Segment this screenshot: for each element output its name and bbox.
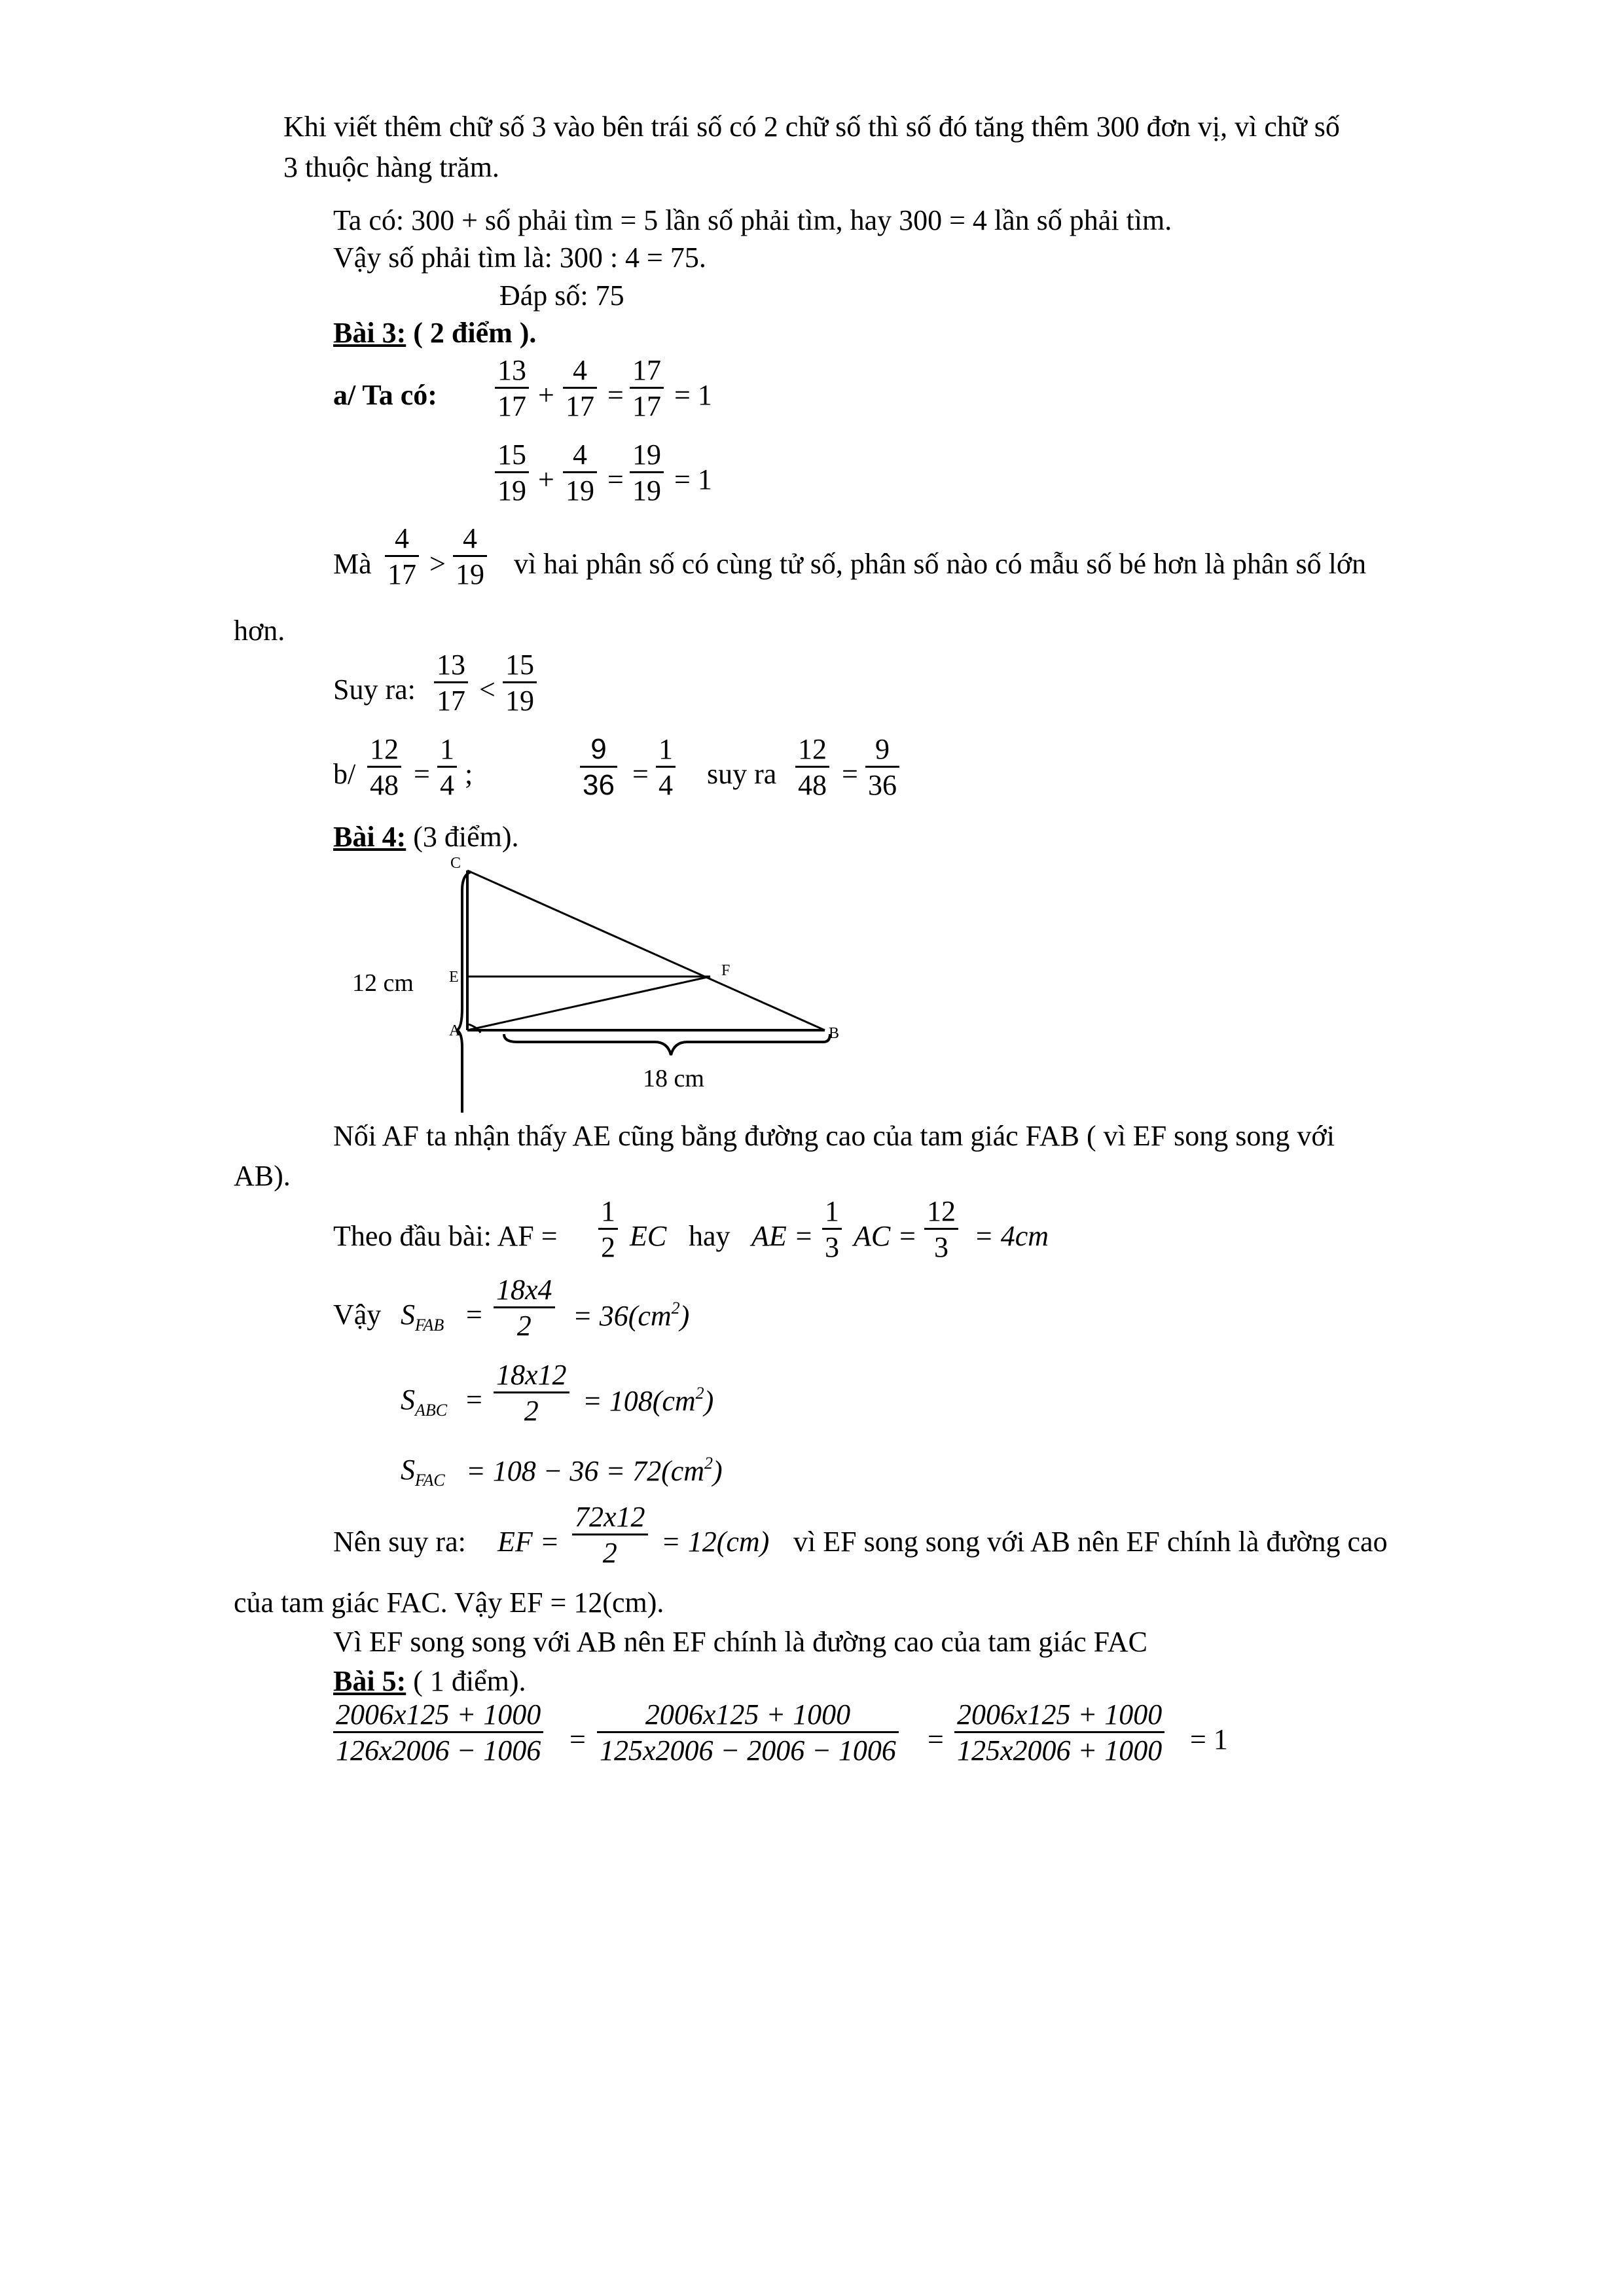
equals-sign: = (466, 1299, 482, 1331)
intro-line-4: Vậy số phải tìm là: 300 : 4 = 75. (333, 242, 706, 274)
measure-12cm: 12 cm (352, 969, 414, 997)
ef-result: = 12(cm) (661, 1526, 770, 1558)
fraction: 9 36 (865, 734, 899, 800)
fraction: 13 17 (434, 650, 468, 716)
equals-sign: = (414, 758, 430, 790)
b-suy-ra: suy ra (707, 758, 777, 790)
fraction: 1 4 (437, 734, 457, 800)
fraction: 2006x125 + 1000 125x2006 − 2006 − 1006 (597, 1700, 899, 1766)
ef-lhs: EF = (497, 1526, 560, 1558)
bai3-title: Bài 3: (333, 317, 406, 349)
semicolon: ; (465, 758, 473, 790)
fraction: 12 48 (367, 734, 401, 800)
fraction: 2006x125 + 1000 125x2006 + 1000 (954, 1700, 1164, 1766)
less-than: < (479, 673, 496, 706)
fraction: 9 36 (580, 734, 617, 800)
equals-sign: = (632, 758, 649, 790)
intro-line-3: Ta có: 300 + số phải tìm = 5 lần số phải tìm, hay 300 = 4 lần số phải tìm. (333, 204, 1172, 236)
bai4-heading (333, 821, 519, 853)
fraction: 12 48 (795, 734, 829, 800)
left-brace (457, 872, 471, 1113)
equals-sign: = (842, 758, 858, 790)
intro-line-2: 3 thuộc hàng trăm. (283, 151, 499, 183)
bai4-title: Bài 4: (333, 821, 406, 853)
result: = 1 (674, 379, 712, 411)
fraction: 4 19 (563, 440, 597, 506)
s-fab-result: = $36(cm^2)$ (573, 1299, 690, 1332)
bai3-a-label: a/ Ta có: (333, 379, 437, 411)
plus-sign: + (538, 379, 554, 411)
equals-sign: = (569, 1723, 586, 1755)
fraction: 2006x125 + 1000 126x2006 − 1006 (333, 1700, 543, 1766)
fraction: 17 17 (630, 355, 664, 422)
bai5-points: ( 1 điểm). (406, 1665, 526, 1697)
ef-end: của tam giác FAC. Vậy EF = 12(cm). (234, 1587, 664, 1619)
label-e: E (449, 969, 459, 986)
triangle-figure (340, 851, 864, 1126)
bai3-heading (333, 317, 536, 349)
s-fac: $S_{FAC}$ (401, 1454, 445, 1490)
ma-label: Mà (333, 548, 372, 580)
reason-text: vì hai phân số có cùng tử số, phân số nào có mẫu số bé hơn là phân số lớn (514, 548, 1367, 580)
measure-18cm: 18 cm (643, 1065, 704, 1092)
ae-text: AE = (751, 1220, 814, 1252)
answer-75: Đáp số: 75 (499, 279, 624, 312)
fraction: 4 17 (385, 524, 419, 590)
bai5-heading (333, 1666, 526, 1697)
theo-result: = 4cm (974, 1220, 1049, 1252)
reason-end: hơn. (234, 615, 285, 647)
s-abc-result: = $108(cm^2)$ (583, 1384, 714, 1417)
fraction: 4 17 (563, 355, 597, 422)
label-c: C (450, 855, 461, 872)
bai4-p1-end: AB). (234, 1160, 291, 1192)
fraction: 19 19 (630, 440, 664, 506)
theo-label: Theo đầu bài: AF = (333, 1220, 558, 1252)
fraction: 12 3 (924, 1196, 958, 1263)
greater-than: > (429, 548, 446, 580)
label-a: A (449, 1022, 461, 1039)
b-label: b/ (333, 758, 356, 790)
fraction: 4 19 (453, 524, 487, 590)
vay-label: Vậy (333, 1299, 382, 1331)
ef-text: vì EF song song với AB nên EF chính là đường cao (793, 1526, 1388, 1558)
fraction: 18x4 2 (494, 1275, 555, 1341)
bai4-points: (3 điểm). (406, 821, 519, 853)
suy-ra-label: Suy ra: (333, 673, 416, 706)
hay-text: hay (689, 1220, 731, 1252)
side-cb (467, 870, 825, 1030)
equals-sign: = (607, 463, 624, 495)
nen-label: Nên suy ra: (333, 1526, 466, 1558)
intro-line-1: Khi viết thêm chữ số 3 vào bên trái số có 2 chữ số thì số đó tăng thêm 300 đơn vị, vì chữ số (283, 111, 1340, 143)
fraction: 18x12 2 (494, 1360, 569, 1426)
equals-sign: = (607, 379, 624, 411)
fraction: 72x12 2 (572, 1502, 648, 1568)
s-fac-result: = $108 - 36 = 72(cm^2)$ (466, 1454, 723, 1487)
fraction: 15 19 (503, 650, 537, 716)
bottom-brace (504, 1034, 830, 1055)
fraction: 1 4 (656, 734, 676, 800)
fraction: 1 3 (822, 1196, 842, 1263)
ec-text: EC (630, 1220, 667, 1252)
bai4-last-line: Vì EF song song với AB nên EF chính là đường cao của tam giác FAC (333, 1626, 1147, 1658)
label-f: F (721, 962, 731, 979)
bai5-result: = 1 (1190, 1723, 1228, 1755)
bai3-points: ( 2 điểm ). (406, 317, 537, 349)
equals-sign: = (928, 1723, 944, 1755)
s-fab: $S_{FAB}$ (401, 1299, 444, 1335)
ac-text: AC = (854, 1220, 917, 1252)
segment-af (467, 977, 710, 1030)
result: = 1 (674, 463, 712, 495)
bai5-title: Bài 5: (333, 1665, 406, 1697)
plus-sign: + (538, 463, 554, 495)
fraction: 13 17 (495, 355, 529, 422)
equals-sign: = (466, 1384, 482, 1416)
s-abc: $S_{ABC}$ (401, 1384, 448, 1420)
label-b: B (829, 1025, 840, 1042)
fraction: 15 19 (495, 440, 529, 506)
fraction: 1 2 (598, 1196, 618, 1263)
bai4-p1: Nối AF ta nhận thấy AE cũng bằng đường cao của tam giác FAB ( vì EF song song với (333, 1120, 1335, 1152)
